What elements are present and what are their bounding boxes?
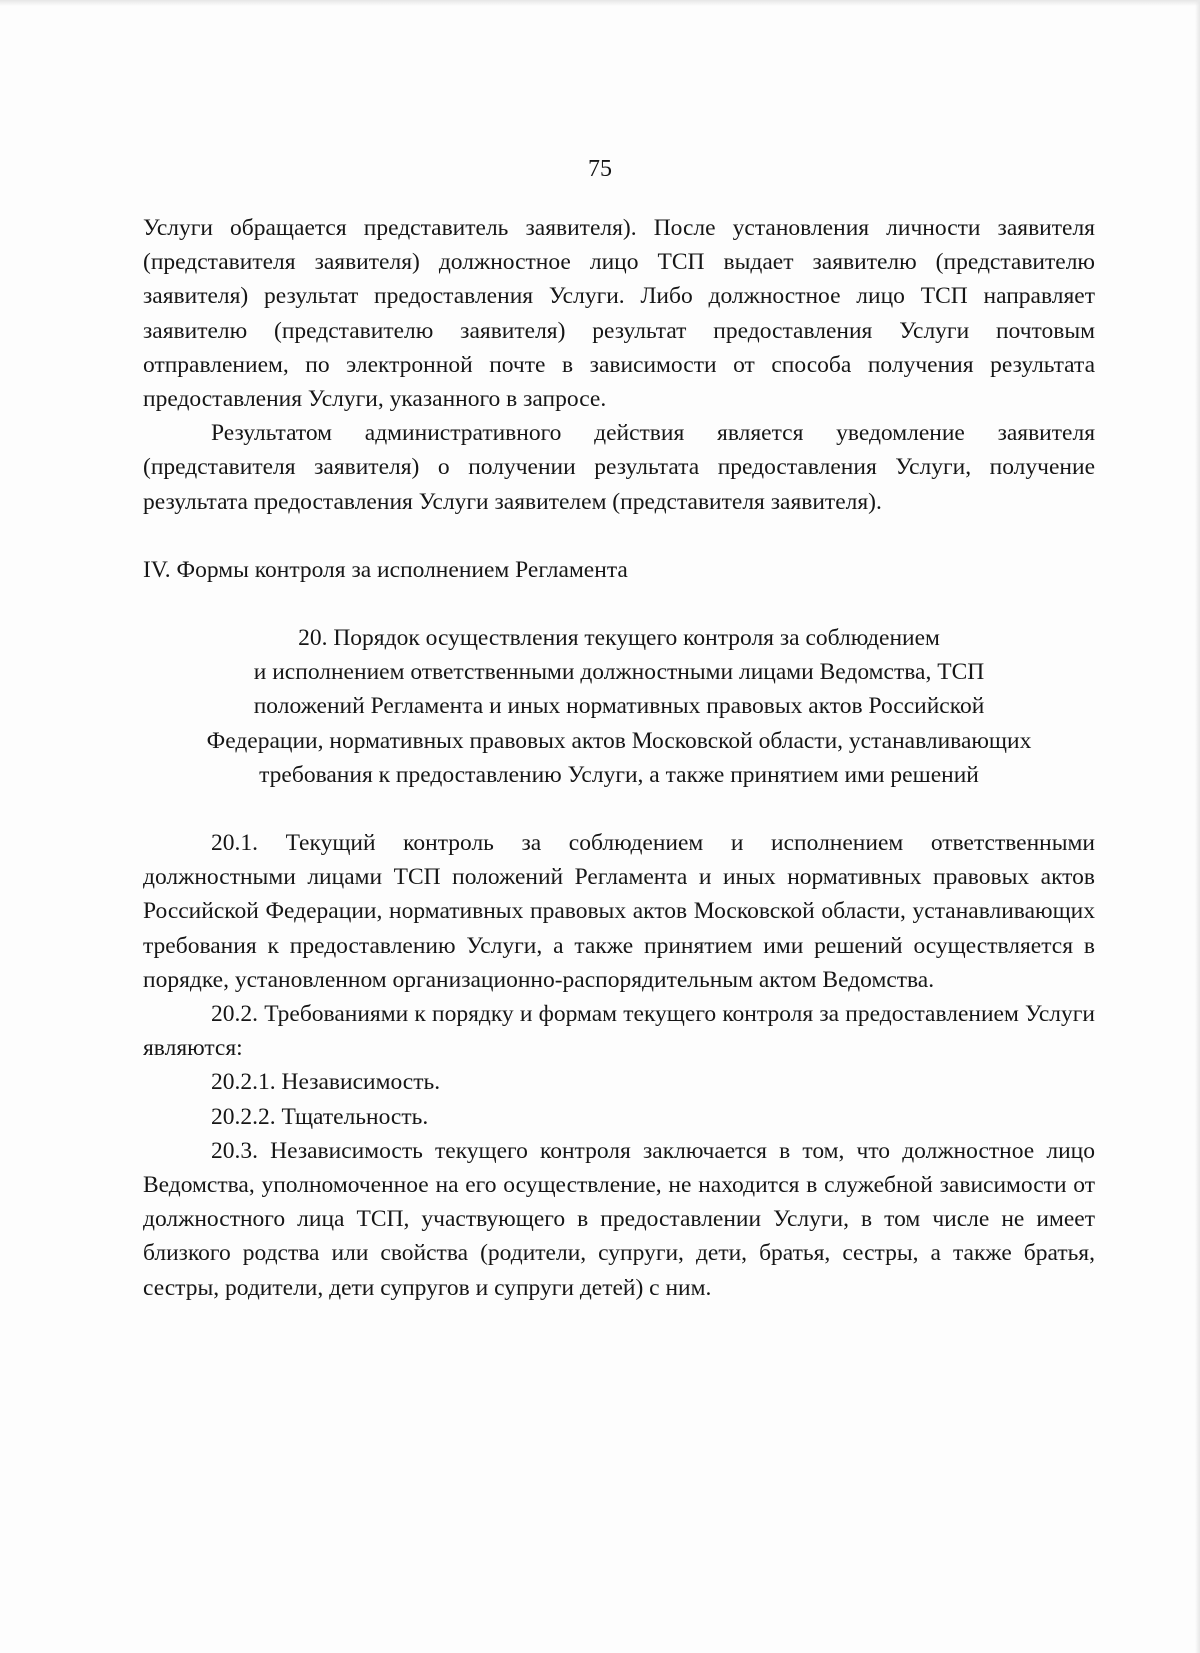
page-number: 75 <box>588 156 612 182</box>
paragraph: Результатом административного действия является уведомление заявителя (представителя заявителя) о получении результата предоставления Услуги, получение результата предоставления Услуги заявителем (представителя заявителя). <box>143 420 1095 515</box>
subsection-heading-line: требования к предоставлению Услуги, а также принятием ими решений <box>259 761 979 788</box>
subsection-heading-line: Федерации, нормативных правовых актов Московской области, устанавливающих <box>206 727 1032 754</box>
document-body <box>143 211 1095 1305</box>
scan-edge-top <box>0 0 1200 6</box>
paragraph: 20.3. Независимость текущего контроля заключается в том, что должностное лицо Ведомства, уполномоченное на его осуществление, не находится в служебной зависимости от должностного лица ТСП, участвующего в предоставлении Услуги, в том числе не имеет близкого родства или свойства (родители, супруги, дети, братья, сестры, а также братья, сестры, родители, дети супругов и супруги детей) с ним. <box>143 1137 1095 1301</box>
scan-edge-right <box>1195 0 1200 1653</box>
subsection-heading <box>143 621 1095 792</box>
subsection-heading-line: положений Регламента и иных нормативных правовых актов Российской <box>253 693 985 720</box>
paragraph: 20.2.1. Независимость. <box>211 1069 441 1096</box>
spacer <box>143 792 1095 826</box>
paragraph: 20.2. Требованиями к порядку и формам текущего контроля за предоставлением Услуги являются: <box>143 1001 1095 1062</box>
subsection-heading-line: 20. Порядок осуществления текущего контроля за соблюдением <box>298 625 940 652</box>
spacer <box>143 519 1095 553</box>
section-heading: IV. Формы контроля за исполнением Регламента <box>143 556 628 583</box>
paragraph: Услуги обращается представитель заявителя). После установления личности заявителя (представителя заявителя) должностное лицо ТСП выдает заявителю (представителю заявителя) результат предоставления Услуги. Либо должностное лицо ТСП направляет заявителю (представителю заявителя) результат предоставления Услуги почтовым отправлением, по электронной почте в зависимости от способа получения результата предоставления Услуги, указанного в запросе. <box>143 215 1095 413</box>
paragraph: 20.1. Текущий контроль за соблюдением и исполнением ответственными должностными лицами ТСП положений Регламента и иных нормативных правовых актов Российской Федерации, нормативных правовых актов Московской области, устанавливающих требования к предоставлению Услуги, а также принятием ими решений осуществляется в порядке, установленном организационно-распорядительным актом Ведомства. <box>143 830 1095 993</box>
subsection-heading-line: и исполнением ответственными должностными лицами Ведомства, ТСП <box>253 659 985 686</box>
spacer <box>143 587 1095 621</box>
paragraph: 20.2.2. Тщательность. <box>211 1103 429 1130</box>
